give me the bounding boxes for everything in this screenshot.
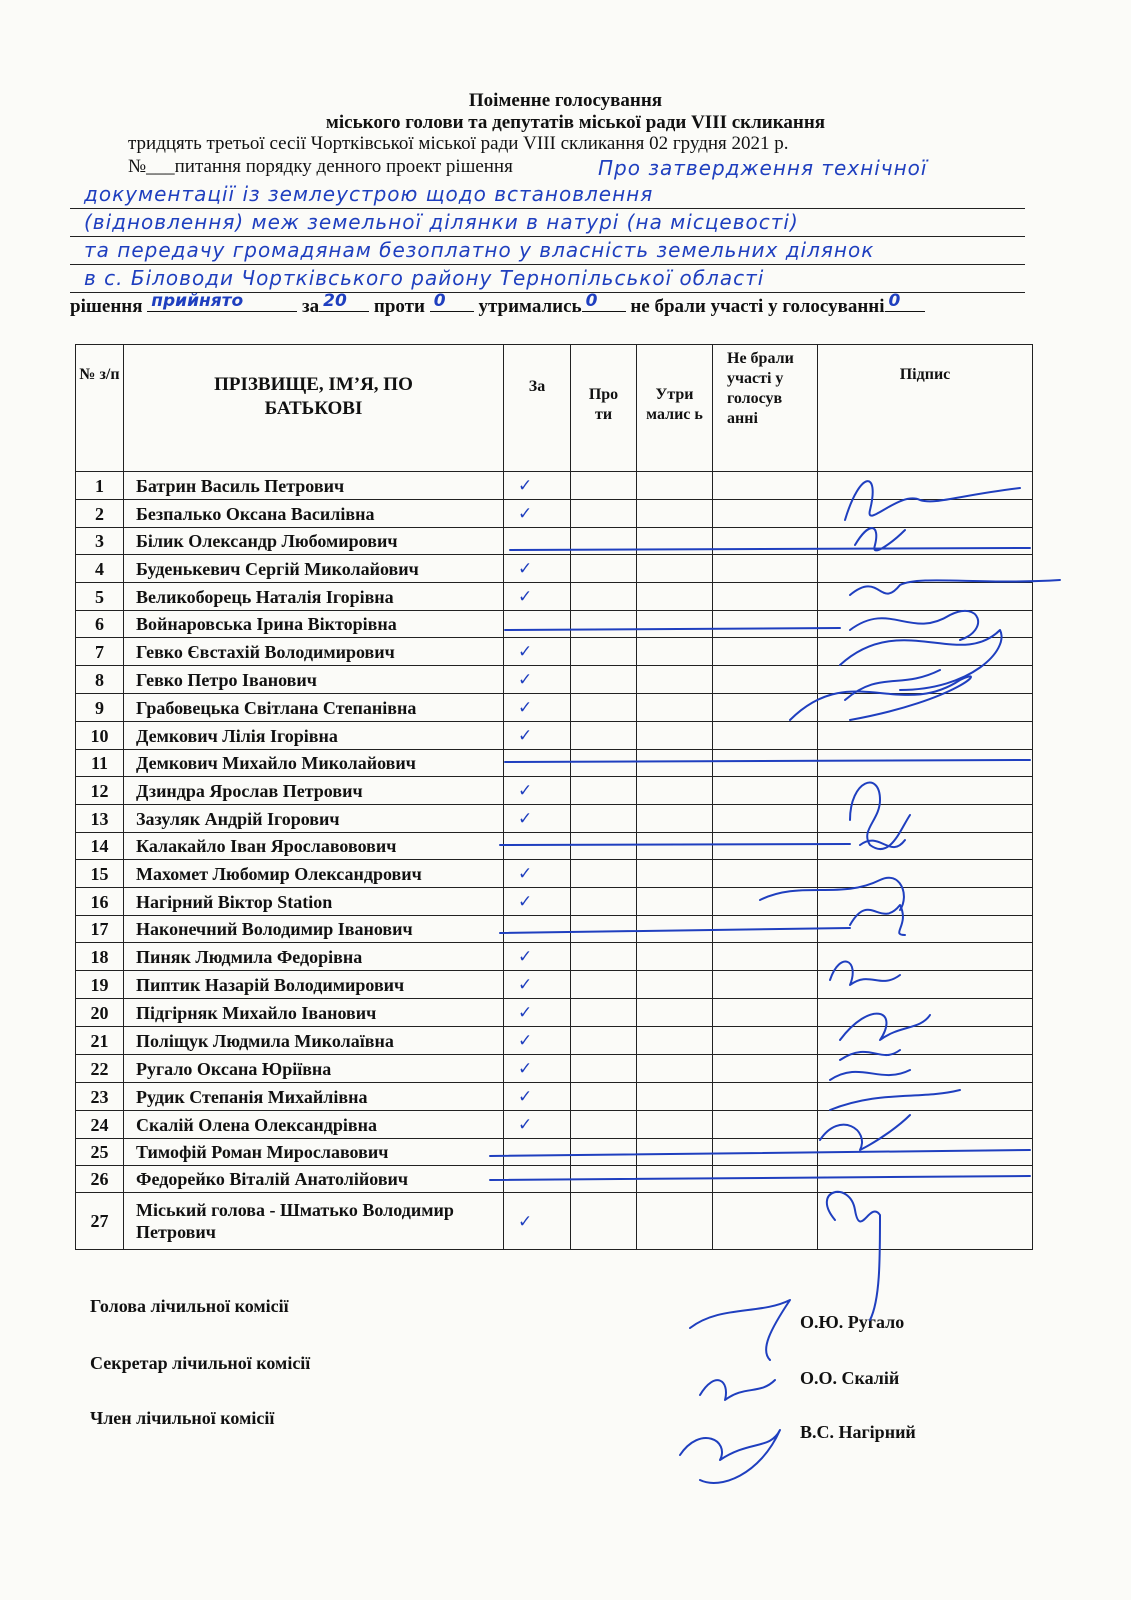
row-vote-against: [571, 750, 637, 777]
row-number: 10: [76, 722, 124, 750]
row-vote-for: [504, 971, 571, 999]
row-vote-against: [571, 916, 637, 943]
decision-line: [70, 293, 925, 318]
row-name: Дзиндра Ярослав Петрович: [124, 777, 504, 805]
against-field: [430, 293, 474, 312]
table-row: [76, 999, 1033, 1027]
row-signature: [818, 555, 1033, 583]
table-row: [76, 528, 1033, 555]
topic-line-0: Про затвердження технічної: [598, 156, 928, 180]
signature-chair: [690, 1300, 790, 1360]
row-number: 23: [76, 1083, 124, 1111]
row-vote-against: [571, 1083, 637, 1111]
row-vote-against: [571, 833, 637, 860]
row-vote-abstained: [637, 472, 713, 500]
row-number: 26: [76, 1166, 124, 1193]
session-line: тридцять третьої сесії Чортківської міської ради VIII скликання 02 грудня 2021 р.: [128, 133, 789, 154]
table-row: [76, 1166, 1033, 1193]
row-vote-abstained: [637, 722, 713, 750]
row-number: 24: [76, 1111, 124, 1139]
row-signature: [818, 500, 1033, 528]
table-row: [76, 1139, 1033, 1166]
row-name: Пиняк Людмила Федорівна: [124, 943, 504, 971]
row-vote-for: [504, 638, 571, 666]
row-name: Безпалько Оксана Василівна: [124, 500, 504, 528]
decision-label: рішення: [70, 296, 143, 317]
row-vote-not-voted: [713, 500, 818, 528]
header-abstained: Утри малис ь: [637, 345, 713, 472]
table-row: [76, 777, 1033, 805]
row-number: 1: [76, 472, 124, 500]
check-mark-icon: ✓: [518, 504, 533, 524]
for-value: 20: [323, 291, 347, 311]
row-vote-for: [504, 777, 571, 805]
row-vote-for: [504, 888, 571, 916]
table-header-row: [76, 345, 1033, 472]
row-vote-for: [504, 694, 571, 722]
row-vote-not-voted: [713, 1166, 818, 1193]
row-vote-abstained: [637, 888, 713, 916]
row-vote-abstained: [637, 1166, 713, 1193]
row-vote-for: [504, 860, 571, 888]
row-number: 14: [76, 833, 124, 860]
check-mark-icon: ✓: [518, 476, 533, 496]
table-row: [76, 638, 1033, 666]
row-number: 4: [76, 555, 124, 583]
signature-member: [680, 1430, 780, 1483]
decision-value: прийнято: [151, 291, 244, 311]
row-vote-abstained: [637, 694, 713, 722]
row-vote-for: [504, 1166, 571, 1193]
row-vote-against: [571, 528, 637, 555]
table-row: [76, 583, 1033, 611]
abstained-label: утримались: [478, 296, 582, 317]
row-signature: [818, 472, 1033, 500]
row-vote-against: [571, 722, 637, 750]
row-vote-for: [504, 750, 571, 777]
row-vote-not-voted: [713, 833, 818, 860]
row-vote-not-voted: [713, 1027, 818, 1055]
row-vote-not-voted: [713, 860, 818, 888]
table-row: [76, 833, 1033, 860]
row-vote-abstained: [637, 666, 713, 694]
table-row: [76, 1111, 1033, 1139]
row-vote-abstained: [637, 916, 713, 943]
topic-line-1-rule: [70, 180, 1025, 209]
row-vote-for: [504, 472, 571, 500]
row-vote-abstained: [637, 555, 713, 583]
row-vote-against: [571, 860, 637, 888]
row-vote-against: [571, 971, 637, 999]
row-vote-against: [571, 1166, 637, 1193]
member-name: В.С. Нагірний: [800, 1422, 916, 1442]
header-name: ПРІЗВИЩЕ, ІМ’Я, ПО БАТЬКОВІ: [124, 345, 504, 472]
row-number: 20: [76, 999, 124, 1027]
row-vote-against: [571, 666, 637, 694]
table-row: [76, 1027, 1033, 1055]
topic-line-3-rule: [70, 236, 1025, 265]
table-body: [76, 472, 1033, 1250]
header-not-voted: Не брали участі у голосув анні: [713, 345, 818, 472]
row-vote-abstained: [637, 805, 713, 833]
row-vote-for: [504, 666, 571, 694]
row-vote-abstained: [637, 1139, 713, 1166]
row-name: Наконечний Володимир Іванович: [124, 916, 504, 943]
row-signature: [818, 777, 1033, 805]
row-number: 3: [76, 528, 124, 555]
row-signature: [818, 638, 1033, 666]
row-name: Демкович Михайло Миколайович: [124, 750, 504, 777]
row-signature: [818, 888, 1033, 916]
row-vote-for: [504, 722, 571, 750]
table-row: [76, 860, 1033, 888]
row-vote-against: [571, 1055, 637, 1083]
table-row: [76, 611, 1033, 638]
table-row: [76, 666, 1033, 694]
row-name: Ругало Оксана Юріївна: [124, 1055, 504, 1083]
header-num: № з/п: [76, 345, 124, 472]
row-number: 19: [76, 971, 124, 999]
row-vote-abstained: [637, 943, 713, 971]
row-signature: [818, 1027, 1033, 1055]
row-signature: [818, 916, 1033, 943]
row-name: Рудик Степанія Михайлівна: [124, 1083, 504, 1111]
question-prefix: №___питання порядку денного проект рішення: [128, 156, 513, 177]
row-vote-abstained: [637, 999, 713, 1027]
row-vote-for: [504, 555, 571, 583]
row-vote-abstained: [637, 860, 713, 888]
row-name: Грабовецька Світлана Степанівна: [124, 694, 504, 722]
topic-line-4-rule: [70, 264, 1025, 293]
row-vote-abstained: [637, 500, 713, 528]
check-mark-icon: ✓: [518, 781, 533, 801]
topic-line-2: (відновлення) меж земельної ділянки в натурі (на місцевості): [84, 210, 799, 234]
check-mark-icon: ✓: [518, 559, 533, 579]
header-for: За: [504, 345, 571, 472]
row-vote-against: [571, 694, 637, 722]
row-signature: [818, 1055, 1033, 1083]
row-name: Зазуляк Андрій Ігорович: [124, 805, 504, 833]
row-name: Гевко Євстахій Володимирович: [124, 638, 504, 666]
row-vote-for: [504, 611, 571, 638]
row-name: Демкович Лілія Ігорівна: [124, 722, 504, 750]
table-row: [76, 750, 1033, 777]
row-vote-not-voted: [713, 555, 818, 583]
check-mark-icon: ✓: [518, 587, 533, 607]
row-vote-against: [571, 888, 637, 916]
row-name: Гевко Петро Іванович: [124, 666, 504, 694]
row-vote-abstained: [637, 777, 713, 805]
row-vote-for: [504, 1027, 571, 1055]
against-label: проти: [373, 296, 425, 317]
row-number: 2: [76, 500, 124, 528]
table-row: [76, 916, 1033, 943]
row-vote-against: [571, 943, 637, 971]
row-vote-for: [504, 1193, 571, 1250]
row-vote-abstained: [637, 1083, 713, 1111]
row-vote-abstained: [637, 1111, 713, 1139]
row-vote-against: [571, 472, 637, 500]
row-number: 25: [76, 1139, 124, 1166]
row-number: 17: [76, 916, 124, 943]
row-vote-not-voted: [713, 750, 818, 777]
row-vote-against: [571, 1111, 637, 1139]
row-vote-not-voted: [713, 1139, 818, 1166]
for-field: [319, 293, 369, 312]
for-label: за: [302, 296, 320, 317]
document-title: Поіменне голосування: [468, 90, 663, 111]
row-vote-abstained: [637, 528, 713, 555]
row-name: Підгірняк Михайло Іванович: [124, 999, 504, 1027]
row-vote-not-voted: [713, 666, 818, 694]
row-vote-against: [571, 1027, 637, 1055]
row-name: Войнаровська Ірина Вікторівна: [124, 611, 504, 638]
row-signature: [818, 860, 1033, 888]
row-number: 15: [76, 860, 124, 888]
row-signature: [818, 1083, 1033, 1111]
row-signature: [818, 666, 1033, 694]
row-number: 11: [76, 750, 124, 777]
row-vote-for: [504, 528, 571, 555]
row-signature: [818, 1166, 1033, 1193]
row-number: 6: [76, 611, 124, 638]
row-vote-against: [571, 555, 637, 583]
row-number: 21: [76, 1027, 124, 1055]
row-vote-against: [571, 1193, 637, 1250]
chair-label: Голова лічильної комісії: [90, 1296, 289, 1316]
table-row: [76, 1193, 1033, 1250]
row-name: Батрин Василь Петрович: [124, 472, 504, 500]
topic-line-3: та передачу громадянам безоплатно у власність земельних ділянок: [84, 238, 875, 262]
row-number: 8: [76, 666, 124, 694]
row-name: Білик Олександр Любомирович: [124, 528, 504, 555]
row-vote-for: [504, 1139, 571, 1166]
not-voted-label: не брали участі у голосуванні: [630, 296, 885, 317]
header-against: Про ти: [571, 345, 637, 472]
secretary-name: О.О. Скалій: [800, 1368, 900, 1388]
row-vote-not-voted: [713, 638, 818, 666]
table-row: [76, 500, 1033, 528]
row-vote-for: [504, 1111, 571, 1139]
row-name: Буденькевич Сергій Миколайович: [124, 555, 504, 583]
header-signature: Підпис: [818, 345, 1033, 472]
row-name: Махомет Любомир Олександрович: [124, 860, 504, 888]
row-vote-abstained: [637, 1055, 713, 1083]
check-mark-icon: ✓: [518, 975, 533, 995]
abstained-field: [582, 293, 626, 312]
row-signature: [818, 943, 1033, 971]
row-number: 9: [76, 694, 124, 722]
row-signature: [818, 833, 1033, 860]
row-vote-against: [571, 777, 637, 805]
row-name: Великоборець Наталія Ігорівна: [124, 583, 504, 611]
row-vote-not-voted: [713, 777, 818, 805]
row-name: Тимофій Роман Мирославович: [124, 1139, 504, 1166]
row-signature: [818, 750, 1033, 777]
row-vote-against: [571, 611, 637, 638]
row-vote-abstained: [637, 1193, 713, 1250]
row-number: 7: [76, 638, 124, 666]
check-mark-icon: ✓: [518, 1115, 533, 1135]
row-vote-abstained: [637, 971, 713, 999]
table-row: [76, 971, 1033, 999]
row-name: Скалій Олена Олександрівна: [124, 1111, 504, 1139]
row-vote-abstained: [637, 833, 713, 860]
row-signature: [818, 971, 1033, 999]
row-vote-not-voted: [713, 971, 818, 999]
row-vote-not-voted: [713, 1111, 818, 1139]
check-mark-icon: ✓: [518, 1087, 533, 1107]
check-mark-icon: ✓: [518, 670, 533, 690]
not-voted-field: [885, 293, 925, 312]
table-row: [76, 1055, 1033, 1083]
row-vote-abstained: [637, 750, 713, 777]
against-value: 0: [433, 291, 446, 311]
row-name: Пиптик Назарій Володимирович: [124, 971, 504, 999]
row-signature: [818, 694, 1033, 722]
check-mark-icon: ✓: [518, 1003, 533, 1023]
topic-line-2-rule: [70, 208, 1025, 237]
check-mark-icon: ✓: [518, 1059, 533, 1079]
table-row: [76, 888, 1033, 916]
row-name: Нагірний Віктор Station: [124, 888, 504, 916]
row-signature: [818, 805, 1033, 833]
row-vote-for: [504, 583, 571, 611]
check-mark-icon: ✓: [518, 1031, 533, 1051]
row-signature: [818, 722, 1033, 750]
document-subtitle: міського голови та депутатів міської ради VIII скликання: [325, 112, 826, 133]
row-number: 27: [76, 1193, 124, 1250]
not-voted-value: 0: [888, 291, 901, 311]
check-mark-icon: ✓: [518, 698, 533, 718]
table-row: [76, 555, 1033, 583]
row-number: 16: [76, 888, 124, 916]
row-vote-for: [504, 805, 571, 833]
decision-field: [147, 293, 297, 312]
row-vote-not-voted: [713, 528, 818, 555]
row-vote-not-voted: [713, 888, 818, 916]
table-row: [76, 805, 1033, 833]
row-vote-not-voted: [713, 1055, 818, 1083]
chair-name: О.Ю. Ругало: [800, 1312, 905, 1332]
check-mark-icon: ✓: [518, 1211, 533, 1232]
row-name: Федорейко Віталій Анатолійович: [124, 1166, 504, 1193]
row-vote-against: [571, 583, 637, 611]
abstained-value: 0: [585, 291, 598, 311]
member-label: Член лічильної комісії: [90, 1408, 275, 1428]
check-mark-icon: ✓: [518, 642, 533, 662]
row-number: 13: [76, 805, 124, 833]
row-name: Міський голова - Шматько Володимир Петрович: [124, 1193, 504, 1250]
row-vote-against: [571, 805, 637, 833]
row-number: 12: [76, 777, 124, 805]
row-vote-not-voted: [713, 943, 818, 971]
row-signature: [818, 528, 1033, 555]
table-row: [76, 943, 1033, 971]
topic-line-1: документації із землеустрою щодо встановлення: [84, 182, 654, 206]
row-vote-for: [504, 916, 571, 943]
row-vote-abstained: [637, 611, 713, 638]
row-vote-for: [504, 1083, 571, 1111]
check-mark-icon: ✓: [518, 809, 533, 829]
row-number: 5: [76, 583, 124, 611]
row-name: Калакайло Іван Ярославовович: [124, 833, 504, 860]
row-signature: [818, 583, 1033, 611]
table-row: [76, 472, 1033, 500]
row-signature: [818, 1193, 1033, 1250]
row-vote-against: [571, 500, 637, 528]
row-vote-against: [571, 1139, 637, 1166]
row-number: 18: [76, 943, 124, 971]
signature-secretary: [700, 1380, 775, 1400]
row-vote-for: [504, 943, 571, 971]
row-vote-abstained: [637, 638, 713, 666]
row-vote-not-voted: [713, 694, 818, 722]
row-vote-not-voted: [713, 916, 818, 943]
secretary-label: Секретар лічильної комісії: [90, 1353, 311, 1373]
topic-line-4: в с. Біловоди Чортківського району Тернопільської області: [84, 266, 765, 290]
row-signature: [818, 611, 1033, 638]
row-name: Поліщук Людмила Миколаївна: [124, 1027, 504, 1055]
row-vote-against: [571, 999, 637, 1027]
row-vote-against: [571, 638, 637, 666]
table-row: [76, 1083, 1033, 1111]
row-vote-abstained: [637, 583, 713, 611]
row-vote-not-voted: [713, 611, 818, 638]
row-vote-not-voted: [713, 999, 818, 1027]
row-vote-not-voted: [713, 583, 818, 611]
row-number: 22: [76, 1055, 124, 1083]
row-signature: [818, 1139, 1033, 1166]
voting-table: [75, 344, 1033, 1250]
row-vote-for: [504, 999, 571, 1027]
row-vote-abstained: [637, 1027, 713, 1055]
row-vote-not-voted: [713, 722, 818, 750]
row-signature: [818, 1111, 1033, 1139]
check-mark-icon: ✓: [518, 864, 533, 884]
table-row: [76, 694, 1033, 722]
row-vote-not-voted: [713, 805, 818, 833]
row-vote-not-voted: [713, 1193, 818, 1250]
check-mark-icon: ✓: [518, 892, 533, 912]
table-row: [76, 722, 1033, 750]
row-vote-for: [504, 833, 571, 860]
check-mark-icon: ✓: [518, 726, 533, 746]
row-vote-for: [504, 500, 571, 528]
row-signature: [818, 999, 1033, 1027]
row-vote-not-voted: [713, 1083, 818, 1111]
row-vote-for: [504, 1055, 571, 1083]
row-vote-not-voted: [713, 472, 818, 500]
check-mark-icon: ✓: [518, 947, 533, 967]
